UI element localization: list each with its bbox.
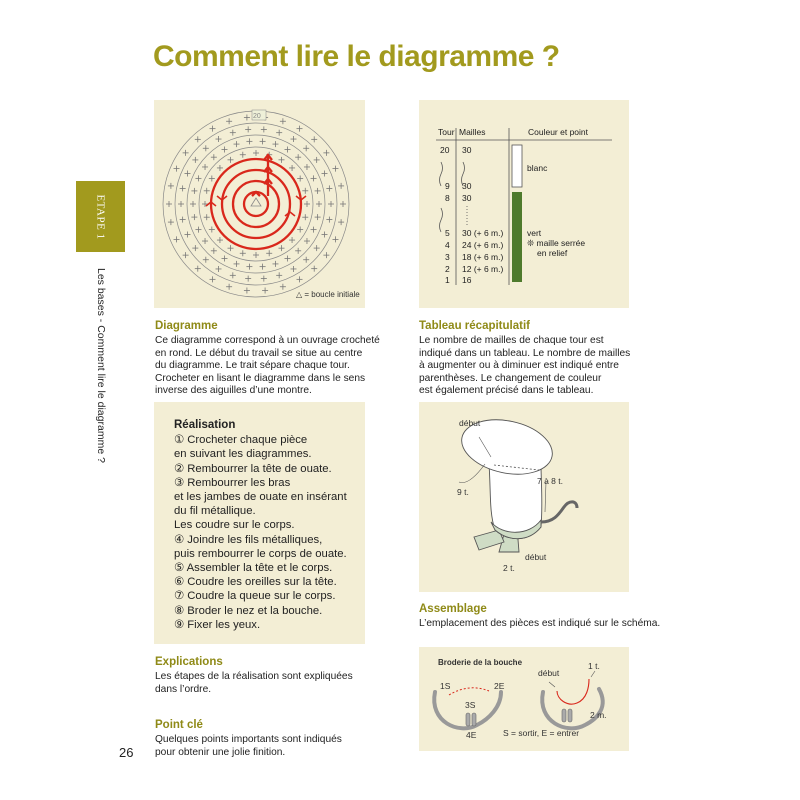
diagram-heading: Diagramme	[155, 320, 218, 332]
table-row-mailles: 12 (+ 6 m.)	[462, 264, 504, 274]
svg-text:20: 20	[253, 113, 261, 120]
realisation-steps: Réalisation ① Crocheter chaque pièce en suivant les diagrammes. ② Rembourrer la tête de ouate. ③ Rembourrer les bras et les jambes de ouate en insérant du fil métallique. Les coudre sur le corps. ④ Joindre les fils métalliques, puis rembourrer le corps de ouate. ⑤ Assembler la tête et le corps. ⑥ Coudre les oreilles sur la tête. ⑦ Coudre la queue sur le corps. ⑧ Broder le nez et la bouche. ⑨ Fixer les yeux.	[174, 419, 347, 631]
table-text: Le nombre de mailles de chaque tour est indiqué dans un tableau. Le nombre de mailles à augmenter ou à diminuer est indiqué entre parenthèses. Le changement de couleur est également précisé dans le tableau.	[419, 335, 631, 397]
table-header-tour: Tour	[438, 127, 455, 137]
table-header-mailles: Mailles	[459, 127, 486, 137]
explications-heading: Explications	[155, 656, 223, 668]
page-title: Comment lire le diagramme ?	[153, 40, 560, 73]
mouth-label-4e: 4E	[466, 730, 477, 740]
assembly-label-debut-bottom: début	[525, 552, 547, 562]
page-number: 26	[119, 745, 134, 760]
table-row-mailles: 30	[462, 181, 472, 191]
color-white-label: blanc	[527, 163, 548, 173]
chapter-tab-label: ETAPE 1	[94, 193, 107, 240]
assembly-label-debut-top: début	[459, 418, 481, 428]
table-row-tour: 2	[445, 264, 450, 274]
table-header-couleur: Couleur et point	[528, 127, 589, 137]
crochet-diagram	[154, 100, 365, 308]
assembly-heading: Assemblage	[419, 603, 487, 615]
table-row-mailles: 16	[462, 275, 472, 285]
table-row-tour: 20	[440, 145, 450, 155]
table-row-tour: 9	[445, 181, 450, 191]
diagram-legend: △ = boucle initiale	[296, 290, 360, 299]
diagram-text: Ce diagramme correspond à un ouvrage crocheté en rond. Le début du travail se situe au centre du diagramme. Le trait sépare chaque tour. Crocheter en lisant le diagramme dans le sens inverse des aiguilles d’une montre.	[155, 335, 380, 397]
mouth-label-2m: 2 m.	[590, 710, 607, 720]
assembly-label-7-8t: 7 à 8 t.	[537, 476, 563, 486]
explications-text: Les étapes de la réalisation sont expliquées dans l’ordre.	[155, 671, 353, 695]
table-row-tour: 5	[445, 228, 450, 238]
table-row-mailles: 30	[462, 193, 472, 203]
table-row-mailles: 30	[462, 145, 472, 155]
mouth-label-1t: 1 t.	[588, 661, 600, 671]
mouth-title: Broderie de la bouche	[438, 658, 523, 667]
table-row-tour: 3	[445, 252, 450, 262]
point-cle-text: Quelques points importants sont indiqués pour obtenir une jolie finition.	[155, 734, 342, 758]
point-cle-heading: Point clé	[155, 719, 203, 731]
table-row-tour: 1	[445, 275, 450, 285]
table-row-mailles: 24 (+ 6 m.)	[462, 240, 504, 250]
assembly-label-9t: 9 t.	[457, 487, 469, 497]
mouth-label-debut: début	[538, 668, 560, 678]
mouth-label-2e: 2E	[494, 681, 505, 691]
assembly-label-2t: 2 t.	[503, 563, 515, 573]
color-green-label: vert ❊ maille serrée en relief	[527, 228, 586, 258]
mouth-label-3s: 3S	[465, 700, 476, 710]
assembly-text: L’emplacement des pièces est indiqué sur le schéma.	[419, 618, 661, 629]
table-row-tour: 4	[445, 240, 450, 250]
side-running-text: Les bases - Comment lire le diagramme ?	[95, 268, 107, 463]
table-row-tour: 8	[445, 193, 450, 203]
table-row-mailles: 30 (+ 6 m.)	[462, 228, 504, 238]
mouth-legend: S = sortir, E = entrer	[503, 728, 580, 738]
table-row-mailles: 18 (+ 6 m.)	[462, 252, 504, 262]
assembly-illustration	[419, 402, 629, 592]
table-heading: Tableau récapitulatif	[419, 320, 530, 332]
mouth-label-1s: 1S	[440, 681, 451, 691]
